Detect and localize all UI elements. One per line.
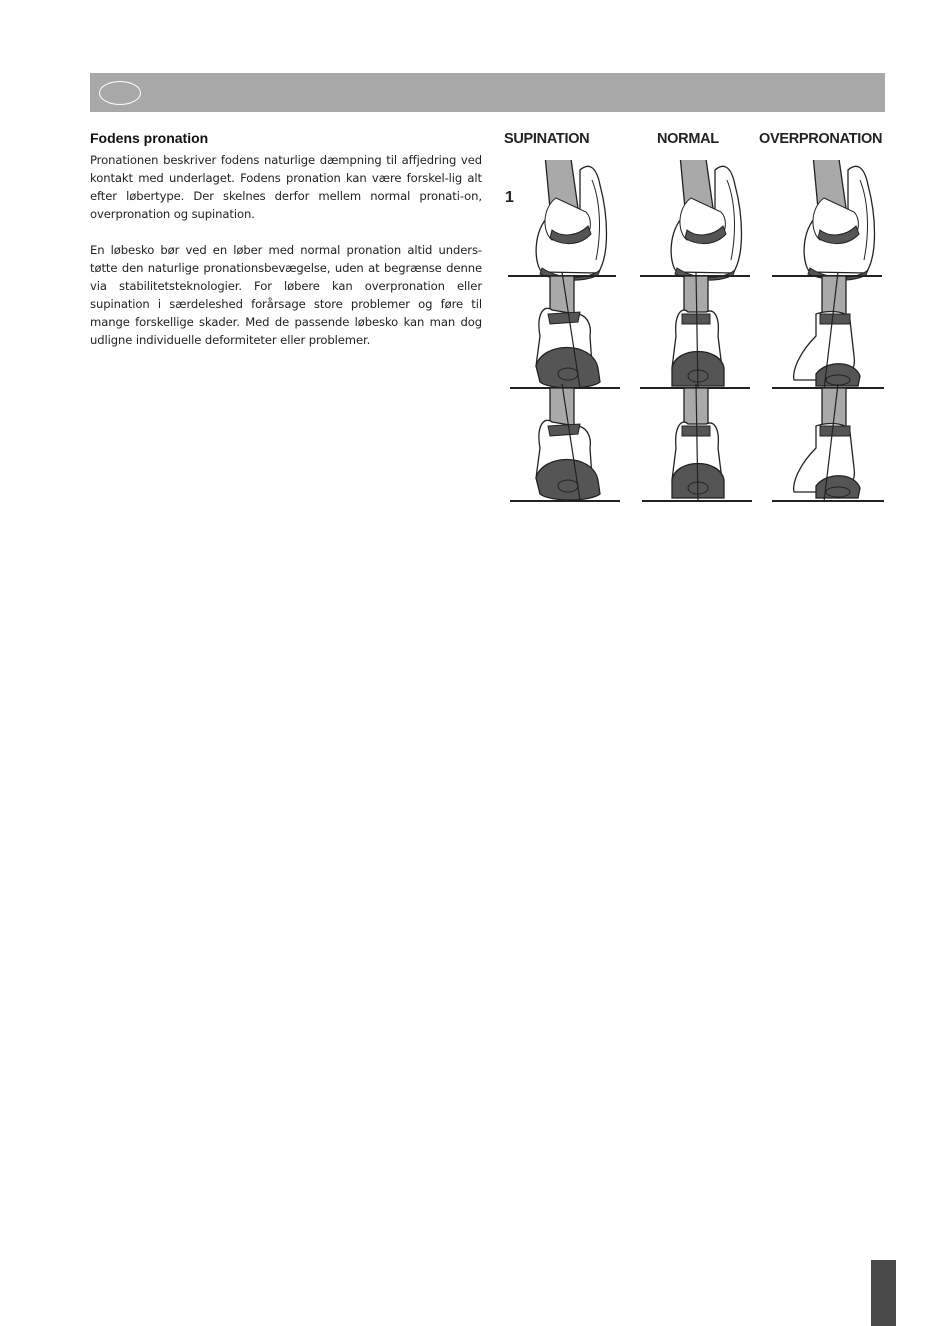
column-label-normal: NORMAL [657,131,719,147]
header-bar [90,73,885,112]
page-edge-tab [871,1260,896,1326]
paragraph-1: Pronationen beskriver fodens naturlige dæmpning til affjedring ved kontakt med underlaget. Fodens pronation kan være forskel-lig alt efter løbertype. Der skelnes derfor mellem normal pronati-on, overpronation og supination. [90,153,482,221]
section-heading: Fodens pronation [90,130,209,146]
column-label-supination: SUPINATION [504,131,590,147]
text-column [90,130,482,349]
column-label-overpronation: OVERPRONATION [759,131,883,147]
pronation-figure [500,160,890,510]
paragraph-2: En løbesko bør ved en løber med normal pronation altid unders-tøtte den naturlige pronationsbevægelse, uden at begrænse denne via stabilitetsteknologier. For løbere kan overpronation eller supination i særdeleshed forårsage store problemer og føre til mange forskellige skader. Med de passende løbesko kan man dog udligne individuelle deformiteter eller problemer. [90,243,482,347]
language-badge [99,81,141,105]
figure-number: 1 [505,189,514,206]
